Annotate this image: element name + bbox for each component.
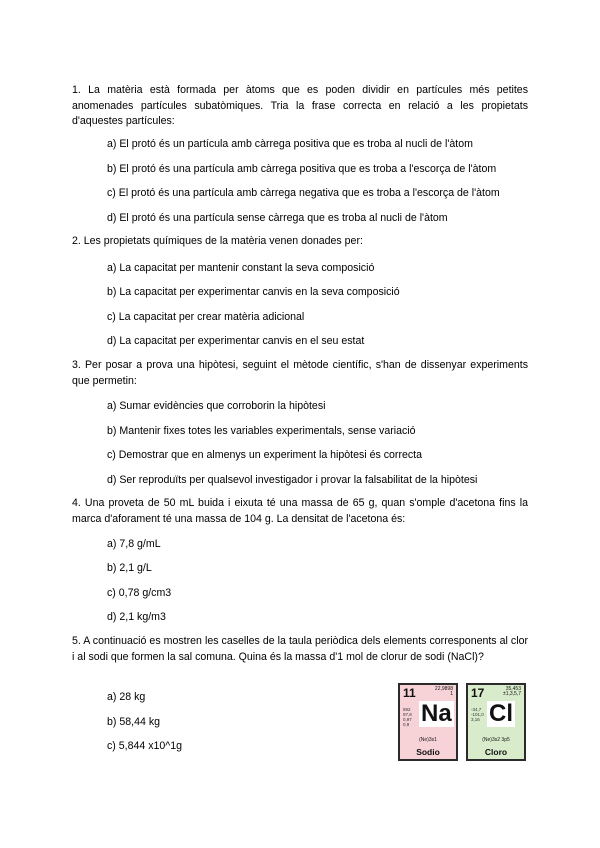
question-3: 3. Per posar a prova una hipòtesi, seguint el mètode científic, s'han de dissenyar experiments que permetin:: [72, 359, 528, 387]
question-2-option-d: d) La capacitat per experimentar canvis en el seu estat: [107, 335, 365, 347]
question-4-option-c: c) 0,78 g/cm3: [107, 587, 172, 599]
element-properties: 892 97,8 0,97 0,9: [403, 707, 412, 727]
question-1-option-a: a) El protó és un partícula amb càrrega positiva que es troba al nucli de l'àtom: [107, 138, 473, 150]
element-card-sodium: [398, 683, 458, 761]
question-2-option-a: a) La capacitat per mantenir constant la seva composició: [107, 262, 375, 274]
question-4-option-b: b) 2,1 g/L: [107, 562, 152, 574]
atomic-number: 11: [403, 686, 416, 700]
periodic-table-cards: [398, 683, 530, 763]
element-symbol: Na: [421, 700, 452, 727]
question-1-option-c: c) El protó és una partícula amb càrrega negativa que es troba a l'escorça de l'àtom: [107, 187, 500, 199]
element-name: Cloro: [484, 747, 508, 757]
question-3-option-c: c) Demostrar que en almenys un experiment la hipòtesi és correcta: [107, 449, 423, 461]
question-5-option-b: b) 58,44 kg: [107, 716, 161, 728]
element-properties: -34,7 -101,0 3,16: [471, 707, 484, 722]
electron-configuration: (Ne)3s2 3p5: [482, 737, 510, 743]
question-5: 5. A continuació es mostren les caselles de la taula periòdica dels elements corresponents al clor i al sodi que formen la sal comuna. Quina és la massa d'1 mol de clorur de sodi (NaCl)?: [72, 635, 528, 663]
question-1-option-d: d) El protó és una partícula sense càrrega que es troba al nucli de l'àtom: [107, 212, 448, 224]
atomic-mass: 22,9898 1: [434, 686, 453, 697]
question-3-option-b: b) Mantenir fixes totes les variables experimentals, sense variació: [107, 425, 416, 437]
question-5-option-c: c) 5,844 x10^1g: [107, 740, 183, 752]
element-name: Sodio: [416, 747, 440, 757]
atomic-mass: 35,453 ±1,3,5,7: [502, 686, 521, 697]
question-1-option-b: b) El protó és una partícula amb càrrega positiva que es troba a l'escorça de l'àtom: [107, 163, 497, 175]
question-2-option-c: c) La capacitat per crear matèria adicional: [107, 311, 305, 323]
question-3-option-d: d) Ser reproduïts per qualsevol investigador i provar la falsabilitat de la hipòtesi: [107, 474, 478, 486]
electron-configuration: (Ne)3s1: [419, 737, 437, 743]
question-4-option-d: d) 2,1 kg/m3: [107, 611, 166, 623]
question-2: 2. Les propietats químiques de la matèria venen donades per:: [72, 235, 363, 247]
atomic-number: 17: [471, 686, 485, 700]
element-card-chlorine: [466, 683, 526, 761]
question-4-option-a: a) 7,8 g/mL: [107, 538, 161, 550]
question-1: 1. La matèria està formada per àtoms que es poden dividir en partícules més petites anomenades partícules subatòmiques. Tria la frase correcta en relació a les propietats d'aquestes partícules:: [72, 84, 528, 127]
question-2-option-b: b) La capacitat per experimentar canvis en la seva composició: [107, 286, 400, 298]
question-5-option-a: a) 28 kg: [107, 691, 146, 703]
element-symbol: Cl: [489, 700, 513, 727]
question-3-option-a: a) Sumar evidències que corroborin la hipòtesi: [107, 400, 326, 412]
question-4: 4. Una proveta de 50 mL buida i eixuta té una massa de 65 g, quan s'omple d'acetona fins la marca d'aforament té una massa de 104 g. La densitat de l'acetona és:: [72, 497, 528, 525]
